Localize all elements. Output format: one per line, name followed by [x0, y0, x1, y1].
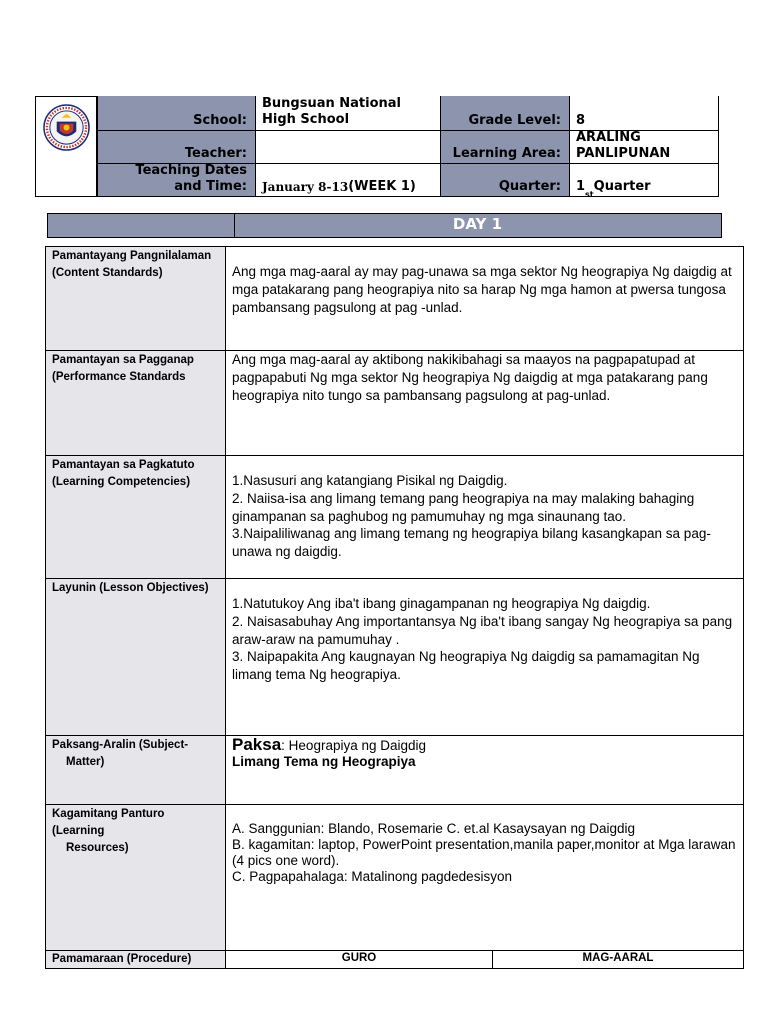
learning-area-label: Learning Area: [440, 130, 569, 163]
performance-standards-text: Ang mga mag-aaral ay aktibong nakikibahagi sa maayos na pagpapatupad at pagpapabuti Ng mga sektor Ng heograpiya Ng daigdig at mga patakarang pang heograpiya nito tungo sa pambansang pagsulong at pag-unlad. [225, 350, 744, 456]
day-banner [47, 213, 722, 238]
resource-item: C. Pagpapahalaga: Matalinong pagdedesisyon [232, 869, 512, 884]
lesson-objectives-text [225, 578, 744, 736]
subject-matter-label: Paksang-Aralin (Subject- Matter) [45, 735, 226, 805]
learning-resources-label: Kagamitang Panturo (Learning Resources) [45, 804, 226, 951]
teaching-dates-value: January 8-13 (WEEK 1) [255, 163, 440, 197]
objective-item: 3. Naipapakita Ang kaugnayan Ng heograpiya Ng daigdig sa pamamagitan Ng limang tema Ng heograpiya. [232, 649, 700, 683]
objective-item: 1.Natutukoy Ang iba't ibang ginagampanan ng heograpiya Ng daigdig. [232, 596, 651, 611]
grade-level-value: 8 [569, 96, 719, 130]
school-value: Bungsuan National High School [255, 96, 440, 130]
subject-matter-text: Paksa: Heograpiya ng Daigdig Limang Tema ng Heograpiya [225, 735, 744, 805]
competency-item: 3.Naipaliliwanag ang limang temang ng heograpiya bilang kasangkapan sa pag-unawa ng daigdig. [232, 526, 711, 560]
procedure-label: Pamamaraan (Procedure) [45, 950, 226, 969]
competency-item: 1.Nasusuri ang katangiang Pisikal ng Daigdig. [232, 473, 508, 488]
quarter-label: Quarter: [440, 163, 569, 197]
quarter-value: 1 st Quarter [569, 163, 719, 197]
content-standards-text: Ang mga mag-aaral ay may pag-unawa sa mga sektor Ng heograpiya Ng daigdig at mga patakarang pang heograpiya nito sa harap Ng mga hamon at pwersa tungosa pambansang pagsulong at pag -unlad. [225, 246, 744, 351]
resource-item: A. Sanggunian: Blando, Rosemarie C. et.al Kasaysayan ng Daigdig [232, 821, 635, 836]
learning-competencies-text [225, 455, 744, 579]
school-label: School: [97, 96, 255, 130]
teacher-value [255, 130, 440, 163]
learning-competencies-label: Pamantayan sa Pagkatuto (Learning Competencies) [45, 455, 226, 579]
learning-resources-text [225, 804, 744, 951]
competency-item: 2. Naiisa-isa ang limang temang pang heograpiya na may malaking bahaging ginampanan sa paghubog ng pamumuhay ng mga sinaunang tao. [232, 490, 695, 524]
teacher-label: Teacher: [97, 130, 255, 163]
procedure-column-teacher: GURO [225, 950, 493, 969]
day-title: DAY 1 [452, 215, 503, 233]
grade-level-label: Grade Level: [440, 96, 569, 130]
learning-area-value: ARALING PANLIPUNAN [569, 130, 719, 163]
resource-item: B. kagamitan: laptop, PowerPoint presentation,manila paper,monitor at Mga larawan (4 pics one word). [232, 837, 736, 868]
deped-logo-cell [35, 96, 97, 197]
deped-seal-logo [43, 104, 90, 151]
day-banner-left-cell [48, 214, 235, 237]
content-standards-label: Pamantayang Pangnilalaman (Content Standards) [45, 246, 226, 351]
teaching-dates-label: Teaching Dates and Time: [97, 163, 255, 197]
performance-standards-label: Pamantayan sa Pagganap (Performance Standards [45, 350, 226, 456]
lesson-objectives-label: Layunin (Lesson Objectives) [45, 578, 226, 736]
procedure-column-student: MAG-AARAL [492, 950, 744, 969]
objective-item: 2. Naisasabuhay Ang importantansya Ng iba't ibang sangay Ng heograpiya sa pang araw-araw na pamumuhay . [232, 613, 733, 647]
